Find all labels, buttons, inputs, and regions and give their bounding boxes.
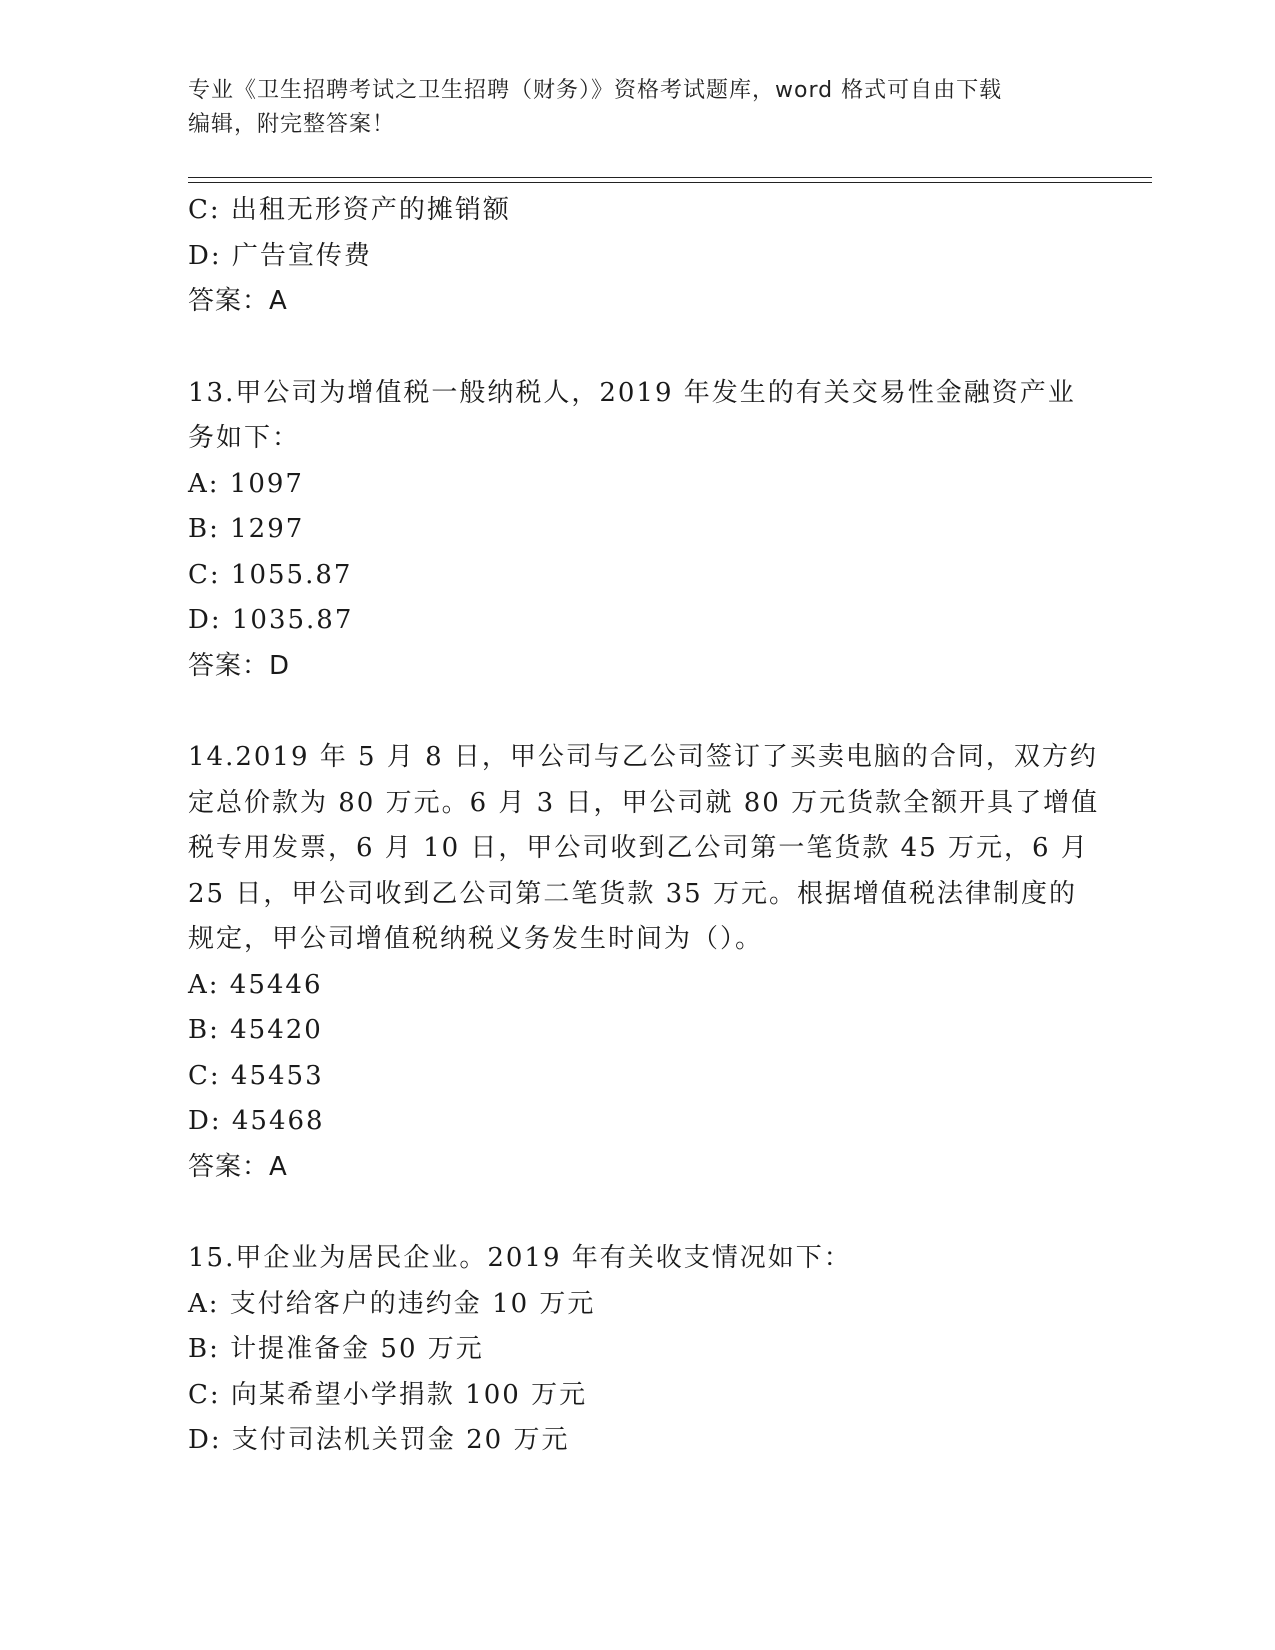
- spacer: [188, 325, 1088, 371]
- option-a: A: 1097: [188, 468, 304, 499]
- option-b: B: 45420: [188, 1015, 323, 1045]
- question-stem-line: 税专用发票，6 月 10 日，甲公司收到乙公司第一笔货款 45 万元，6 月: [188, 833, 1089, 863]
- spacer: [188, 1190, 1088, 1236]
- question-stem-line: 14.2019 年 5 月 8 日，甲公司与乙公司签订了买卖电脑的合同，双方约: [188, 742, 1098, 772]
- question-stem-line: 25 日，甲公司收到乙公司第二笔货款 35 万元。根据增值税法律制度的: [188, 878, 1077, 909]
- spacer: [188, 689, 1088, 735]
- option-b: B: 计提准备金 50 万元: [188, 1334, 484, 1364]
- question-12: [188, 188, 1088, 325]
- question-stem-line: 15.甲企业为居民企业。2019 年有关收支情况如下：: [188, 1243, 852, 1273]
- header-line-1: 专业《卫生招聘考试之卫生招聘（财务）》资格考试题库，word 格式可自由下载: [188, 78, 1003, 103]
- option-c: C: 出租无形资产的摊销额: [188, 195, 511, 225]
- header-line-2: 编辑，附完整答案！: [188, 112, 396, 137]
- question-stem-line: 定总价款为 80 万元。6 月 3 日，甲公司就 80 万元货款全额开具了增值: [188, 787, 1100, 818]
- question-15: [188, 1236, 1088, 1464]
- question-13: [188, 371, 1088, 690]
- question-stem-line: 规定，甲公司增值税纳税义务发生时间为（）。: [188, 924, 764, 954]
- option-d: D: 广告宣传费: [188, 240, 372, 271]
- option-d: D: 1035.87: [188, 605, 354, 635]
- answer: 答案：D: [188, 650, 291, 681]
- option-c: C: 向某希望小学捐款 100 万元: [188, 1379, 588, 1410]
- header-rule-top: [188, 177, 1152, 178]
- option-d: D: 45468: [188, 1106, 325, 1136]
- option-c: C: 1055.87: [188, 559, 353, 590]
- header-rule-bottom: [188, 182, 1152, 183]
- page-header: [188, 74, 1068, 142]
- option-a: A: 支付给客户的违约金 10 万元: [188, 1288, 596, 1319]
- question-content: [188, 188, 1100, 1464]
- answer: 答案：A: [188, 286, 288, 316]
- option-b: B: 1297: [188, 514, 305, 544]
- question-stem-line: 13.甲公司为增值税一般纳税人，2019 年发生的有关交易性金融资产业: [188, 377, 1076, 408]
- option-c: C: 45453: [188, 1060, 324, 1091]
- question-14: [188, 735, 1100, 1190]
- answer: 答案：A: [188, 1151, 288, 1182]
- question-stem-line: 务如下：: [188, 423, 301, 453]
- option-a: A: 45446: [188, 969, 323, 1000]
- option-d: D: 支付司法机关罚金 20 万元: [188, 1425, 570, 1455]
